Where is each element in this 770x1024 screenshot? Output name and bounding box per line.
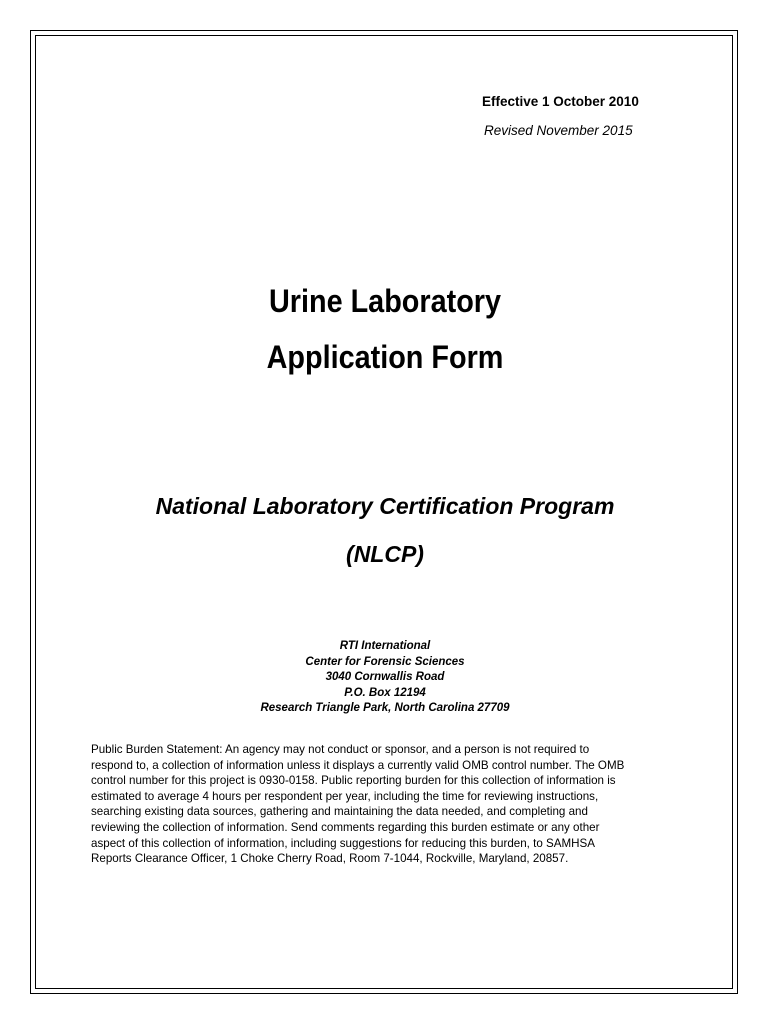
burden-line: reviewing the collection of information. Send comments regarding this burden estimate or any other (91, 820, 600, 834)
program-acronym: (NLCP) (346, 541, 424, 567)
effective-date: Effective 1 October 2010 (482, 94, 639, 109)
document-title-line-2: Application Form (266, 339, 504, 375)
program-name: National Laboratory Certification Program (155, 493, 615, 519)
burden-line: searching existing data sources, gathering and maintaining the data needed, and completing and (91, 805, 588, 819)
address-line-street: 3040 Cornwallis Road (325, 671, 445, 683)
burden-line: control number for this project is 0930-0158. Public reporting burden for this collection of information is (91, 774, 616, 788)
mailing-address (0, 639, 770, 717)
burden-line: aspect of this collection of information, including suggestions for reducing this burden, to SAMHSA (91, 836, 595, 850)
burden-line: Public Burden Statement: An agency may not conduct or sponsor, and a person is not required to (91, 743, 590, 756)
burden-line: estimated to average 4 hours per respondent per year, including the time for reviewing instructions, (91, 789, 599, 803)
burden-line: Reports Clearance Officer, 1 Choke Cherry Road, Room 7-1044, Rockville, Maryland, 20857. (91, 852, 569, 866)
document-title-line-1: Urine Laboratory (268, 283, 502, 319)
address-line-po-box: P.O. Box 12194 (344, 686, 426, 699)
revised-date: Revised November 2015 (484, 123, 633, 138)
address-line-city: Research Triangle Park, North Carolina 27709 (260, 702, 510, 714)
burden-line: respond to, a collection of information unless it displays a currently valid OMB control number. The OMB (91, 758, 625, 772)
address-line-center: Center for Forensic Sciences (305, 655, 465, 668)
address-line-organization: RTI International (339, 640, 431, 652)
public-burden-statement (91, 742, 691, 867)
